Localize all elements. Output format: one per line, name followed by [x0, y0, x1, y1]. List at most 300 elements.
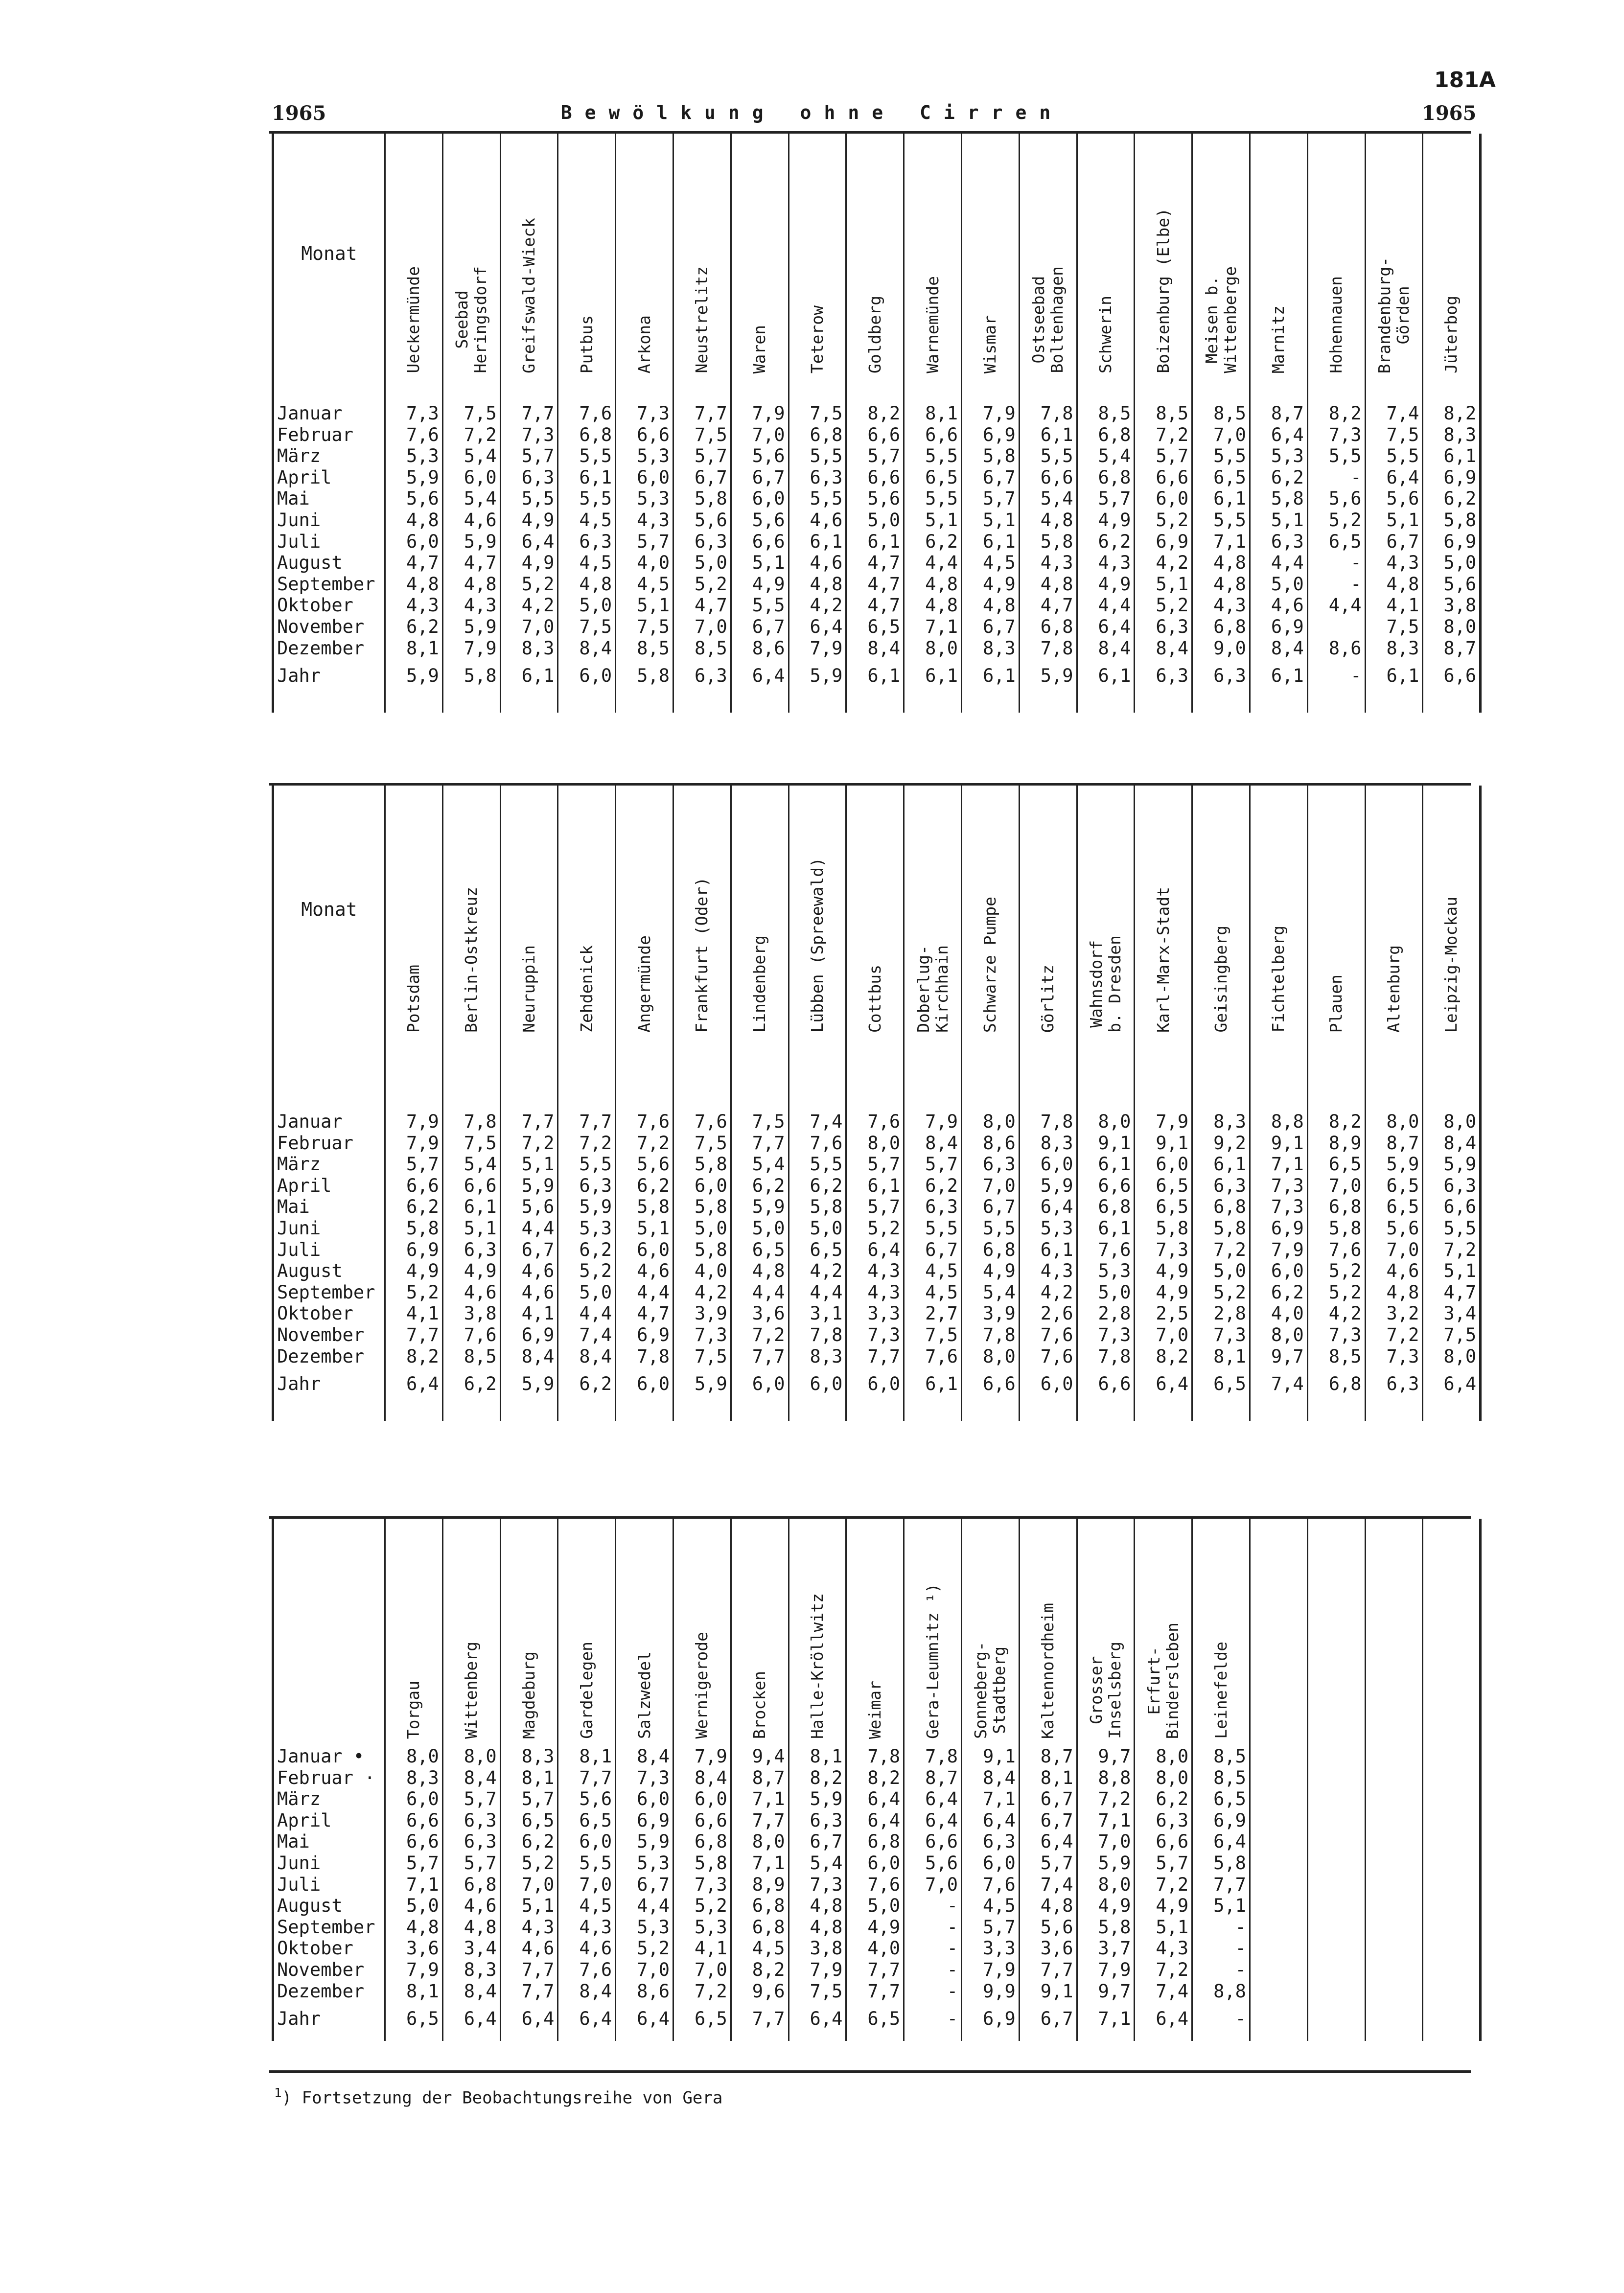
- cloud-value-cell: 5,5: [789, 445, 846, 467]
- station-name: Gardelegen: [577, 1642, 596, 1739]
- cloud-value-cell: 6,3: [1135, 616, 1192, 638]
- cloud-value-cell: 4,1: [500, 1303, 558, 1324]
- cloud-value-cell: 7,6: [385, 424, 443, 446]
- cloud-value-cell: 4,3: [1077, 552, 1135, 574]
- cloud-value-cell: 7,7: [846, 1959, 904, 1981]
- cloud-value-cell: 4,9: [731, 574, 789, 595]
- cloud-value-cell: [1307, 1917, 1365, 1938]
- cloud-value-cell: 7,5: [731, 1111, 789, 1133]
- spacer-row: [273, 2031, 1481, 2041]
- station-name: Salzwedel: [634, 1651, 654, 1739]
- month-label: September: [273, 1282, 385, 1303]
- table-row: [273, 1959, 1481, 1981]
- cloud-value-cell: 5,9: [442, 531, 500, 553]
- cloud-value-cell: 7,3: [1192, 1324, 1250, 1346]
- cloud-value-cell: 4,9: [961, 1260, 1019, 1282]
- cloud-value-cell: 6,1: [789, 531, 846, 553]
- annual-row: [273, 1367, 1481, 1396]
- cloud-value-cell: 8,2: [385, 1346, 443, 1367]
- cloud-value-cell: 5,9: [558, 1196, 616, 1218]
- cloud-value-cell: -: [904, 1917, 962, 1938]
- cloud-value-cell: 8,3: [385, 1767, 443, 1789]
- station-header: [500, 1519, 558, 1739]
- cloud-value-cell: 6,2: [789, 1175, 846, 1197]
- cloud-value-cell: [1423, 1917, 1481, 1938]
- month-label: September: [273, 574, 385, 595]
- month-label: Dezember: [273, 1981, 385, 2002]
- cloud-value-cell: 7,0: [1077, 1831, 1135, 1853]
- cloud-value-cell: 3,7: [1077, 1938, 1135, 1959]
- cloud-value-cell: 5,8: [1250, 488, 1307, 510]
- cloud-value-cell: 7,8: [789, 1324, 846, 1346]
- annual-value-cell: 6,0: [846, 1367, 904, 1396]
- cloud-value-cell: 6,8: [673, 1831, 731, 1853]
- month-column-header: Monat: [273, 134, 385, 373]
- page-title: Bewölkung ohne Cirren: [560, 102, 1064, 123]
- cloud-value-cell: 5,0: [846, 510, 904, 531]
- station-header: [385, 134, 443, 373]
- cloud-value-cell: 7,7: [731, 1810, 789, 1831]
- cloud-value-cell: 8,2: [1307, 1111, 1365, 1133]
- cloud-value-cell: 5,4: [1077, 445, 1135, 467]
- cloud-value-cell: 7,8: [442, 1111, 500, 1133]
- annual-value-cell: -: [1192, 2002, 1250, 2031]
- cloud-value-cell: 6,2: [904, 1175, 962, 1197]
- annual-value-cell: 6,1: [846, 659, 904, 688]
- cloud-value-cell: 6,0: [673, 1788, 731, 1810]
- station-name: Seebad Heringsdorf: [452, 266, 490, 373]
- cloud-value-cell: 4,7: [616, 1303, 673, 1324]
- cloud-value-cell: 8,5: [1077, 403, 1135, 424]
- cloud-value-cell: [1307, 1959, 1365, 1981]
- cloud-value-cell: 7,3: [789, 1874, 846, 1896]
- cloud-value-cell: 5,5: [558, 1154, 616, 1175]
- cloud-value-cell: 4,5: [558, 510, 616, 531]
- cloud-value-cell: 7,9: [961, 403, 1019, 424]
- month-label: Dezember: [273, 1346, 385, 1367]
- station-header: [846, 134, 904, 373]
- cloud-value-cell: 6,3: [442, 1239, 500, 1261]
- cloud-value-cell: 7,0: [616, 1959, 673, 1981]
- cloud-value-cell: 7,9: [385, 1959, 443, 1981]
- cloud-value-cell: 4,7: [1423, 1282, 1481, 1303]
- cloud-value-cell: 7,2: [442, 424, 500, 446]
- cloud-value-cell: 8,7: [1423, 638, 1481, 659]
- cloud-value-cell: 6,1: [1019, 1239, 1077, 1261]
- cloud-value-cell: 8,2: [846, 403, 904, 424]
- cloud-value-cell: 5,0: [673, 552, 731, 574]
- cloud-value-cell: 4,8: [904, 574, 962, 595]
- cloud-value-cell: [1365, 1959, 1423, 1981]
- station-header: [1019, 786, 1077, 1033]
- cloud-value-cell: 7,2: [1135, 1874, 1192, 1896]
- cloud-value-cell: 7,8: [1019, 403, 1077, 424]
- cloud-table-section-3: [272, 1519, 1482, 2041]
- cloud-value-cell: 6,6: [1423, 1196, 1481, 1218]
- cloud-value-cell: 5,0: [789, 1218, 846, 1239]
- cloud-value-cell: -: [1192, 1938, 1250, 1959]
- cloud-value-cell: 5,3: [385, 445, 443, 467]
- table-row: [273, 1154, 1481, 1175]
- cloud-value-cell: [1365, 1788, 1423, 1810]
- station-name: Angermünde: [634, 935, 654, 1033]
- cloud-value-cell: 4,1: [673, 1938, 731, 1959]
- station-name: Teterow: [807, 305, 827, 373]
- cloud-value-cell: 2,7: [904, 1303, 962, 1324]
- cloud-value-cell: 7,5: [673, 1133, 731, 1154]
- cloud-value-cell: 7,6: [1019, 1346, 1077, 1367]
- cloud-value-cell: 7,9: [442, 638, 500, 659]
- cloud-value-cell: 7,3: [1077, 1324, 1135, 1346]
- cloud-value-cell: 4,3: [1192, 595, 1250, 616]
- cloud-value-cell: [1307, 1938, 1365, 1959]
- cloud-value-cell: 6,8: [731, 1917, 789, 1938]
- cloud-value-cell: 4,9: [961, 574, 1019, 595]
- cloud-value-cell: 6,6: [846, 467, 904, 488]
- station-header: [904, 1519, 962, 1739]
- cloud-value-cell: 4,7: [673, 595, 731, 616]
- cloud-value-cell: [1423, 1788, 1481, 1810]
- cloud-value-cell: 6,0: [731, 488, 789, 510]
- cloud-value-cell: 4,4: [1307, 595, 1365, 616]
- cloud-value-cell: 8,9: [1307, 1133, 1365, 1154]
- cloud-value-cell: 7,6: [846, 1874, 904, 1896]
- cloud-value-cell: 6,2: [500, 1831, 558, 1853]
- cloud-value-cell: 7,2: [500, 1133, 558, 1154]
- station-name: Doberlug- Kirchhain: [913, 945, 951, 1033]
- cloud-value-cell: 5,9: [442, 616, 500, 638]
- station-name: Torgau: [404, 1680, 423, 1739]
- cloud-value-cell: 8,3: [961, 638, 1019, 659]
- cloud-value-cell: 8,1: [385, 638, 443, 659]
- cloud-value-cell: 7,3: [1307, 424, 1365, 446]
- cloud-value-cell: 5,2: [1307, 510, 1365, 531]
- cloud-value-cell: 7,8: [1019, 1111, 1077, 1133]
- cloud-value-cell: [1250, 1874, 1307, 1896]
- cloud-value-cell: 8,4: [1077, 638, 1135, 659]
- cloud-value-cell: [1250, 1810, 1307, 1831]
- station-header: [961, 134, 1019, 373]
- cloud-value-cell: 8,6: [616, 1981, 673, 2002]
- cloud-value-cell: 6,3: [789, 467, 846, 488]
- cloud-value-cell: 4,5: [558, 552, 616, 574]
- cloud-value-cell: 7,3: [1250, 1175, 1307, 1197]
- cloud-value-cell: 6,4: [500, 531, 558, 553]
- cloud-value-cell: 8,4: [442, 1981, 500, 2002]
- cloud-value-cell: 6,0: [846, 1853, 904, 1874]
- table-row: [273, 1111, 1481, 1133]
- station-name: Weimar: [865, 1680, 884, 1739]
- cloud-value-cell: 4,8: [442, 574, 500, 595]
- cloud-value-cell: 6,0: [558, 1831, 616, 1853]
- cloud-value-cell: 8,1: [789, 1746, 846, 1767]
- cloud-value-cell: 5,7: [1077, 488, 1135, 510]
- cloud-value-cell: 4,9: [1077, 1895, 1135, 1917]
- cloud-value-cell: 5,3: [1077, 1260, 1135, 1282]
- station-header: [1307, 1519, 1365, 1739]
- table-row: [273, 616, 1481, 638]
- cloud-value-cell: 5,8: [673, 1154, 731, 1175]
- cloud-value-cell: 8,8: [1192, 1981, 1250, 2002]
- station-header: [385, 1519, 443, 1739]
- cloud-value-cell: [1250, 1746, 1307, 1767]
- cloud-value-cell: 5,8: [1307, 1218, 1365, 1239]
- cloud-value-cell: 8,6: [731, 638, 789, 659]
- station-name: Ueckermünde: [404, 266, 423, 373]
- cloud-value-cell: 9,1: [1135, 1133, 1192, 1154]
- cloud-value-cell: 7,9: [731, 403, 789, 424]
- cloud-value-cell: 4,8: [1365, 1282, 1423, 1303]
- cloud-value-cell: 6,2: [1250, 467, 1307, 488]
- cloud-value-cell: 7,2: [1135, 424, 1192, 446]
- table-row: [273, 1810, 1481, 1831]
- header-year-left: 1965: [272, 102, 326, 125]
- table-row: [273, 445, 1481, 467]
- cloud-value-cell: 7,6: [1077, 1239, 1135, 1261]
- station-header: [673, 134, 731, 373]
- cloud-value-cell: 8,2: [789, 1767, 846, 1789]
- cloud-value-cell: 8,3: [442, 1959, 500, 1981]
- cloud-value-cell: 6,6: [673, 1810, 731, 1831]
- cloud-value-cell: -: [1307, 552, 1365, 574]
- cloud-value-cell: 6,9: [1192, 1810, 1250, 1831]
- annual-value-cell: -: [1307, 659, 1365, 688]
- month-label: April: [273, 467, 385, 488]
- cloud-value-cell: 2,6: [1019, 1303, 1077, 1324]
- annual-value-cell: 6,9: [961, 2002, 1019, 2031]
- cloud-value-cell: -: [904, 1981, 962, 2002]
- table-row: [273, 403, 1481, 424]
- station-header: [442, 786, 500, 1033]
- cloud-value-cell: 7,6: [673, 1111, 731, 1133]
- month-label: April: [273, 1175, 385, 1197]
- cloud-value-cell: 4,6: [558, 1938, 616, 1959]
- month-label: August: [273, 1895, 385, 1917]
- cloud-value-cell: 6,3: [442, 1810, 500, 1831]
- cloud-value-cell: [1365, 1895, 1423, 1917]
- cloud-value-cell: 6,1: [846, 531, 904, 553]
- station-header: [1423, 786, 1481, 1033]
- station-name: Wittenberg: [462, 1642, 481, 1739]
- annual-value-cell: 6,5: [385, 2002, 443, 2031]
- cloud-value-cell: 9,0: [1192, 638, 1250, 659]
- cloud-value-cell: 5,6: [1423, 574, 1481, 595]
- cloud-value-cell: 6,6: [904, 424, 962, 446]
- cloud-value-cell: 5,2: [673, 1895, 731, 1917]
- cloud-value-cell: 7,8: [1077, 1346, 1135, 1367]
- cloud-value-cell: 6,8: [442, 1874, 500, 1896]
- cloud-value-cell: 4,2: [1019, 1282, 1077, 1303]
- cloud-value-cell: 5,0: [1192, 1260, 1250, 1282]
- cloud-value-cell: 6,5: [1365, 1196, 1423, 1218]
- cloud-value-cell: 4,3: [500, 1917, 558, 1938]
- cloud-value-cell: 8,4: [558, 638, 616, 659]
- table-row: [273, 1831, 1481, 1853]
- cloud-value-cell: 6,7: [1019, 1810, 1077, 1831]
- station-header: [731, 1519, 789, 1739]
- cloud-value-cell: 8,2: [846, 1767, 904, 1789]
- cloud-value-cell: 5,3: [616, 1853, 673, 1874]
- station-header: [673, 786, 731, 1033]
- cloud-value-cell: 8,4: [846, 638, 904, 659]
- cloud-value-cell: 6,5: [846, 616, 904, 638]
- cloud-value-cell: 4,9: [385, 1260, 443, 1282]
- month-label: Mai: [273, 488, 385, 510]
- cloud-value-cell: 6,5: [1307, 531, 1365, 553]
- cloud-value-cell: 3,8: [1423, 595, 1481, 616]
- station-name: Leinefelde: [1211, 1642, 1230, 1739]
- cloud-value-cell: 8,7: [1365, 1133, 1423, 1154]
- annual-row: [273, 659, 1481, 688]
- table-row: [273, 1218, 1481, 1239]
- station-name: Berlin-Ostkreuz: [462, 886, 481, 1033]
- cloud-value-cell: 4,8: [385, 510, 443, 531]
- cloud-value-cell: 7,4: [1135, 1981, 1192, 2002]
- cloud-value-cell: 4,8: [385, 1917, 443, 1938]
- cloud-value-cell: 5,0: [558, 595, 616, 616]
- cloud-value-cell: 6,1: [1192, 1154, 1250, 1175]
- cloud-value-cell: 4,4: [616, 1895, 673, 1917]
- cloud-value-cell: 5,2: [500, 574, 558, 595]
- station-name: Karl-Marx-Stadt: [1153, 886, 1173, 1033]
- station-name: Goldberg: [865, 296, 884, 373]
- station-header: [558, 134, 616, 373]
- annual-value-cell: 6,1: [1250, 659, 1307, 688]
- cloud-value-cell: 5,5: [1019, 445, 1077, 467]
- station-name: Greifswald-Wieck: [519, 218, 538, 373]
- cloud-value-cell: 5,5: [789, 488, 846, 510]
- station-header: [500, 134, 558, 373]
- cloud-value-cell: 4,7: [385, 552, 443, 574]
- cloud-value-cell: 5,1: [904, 510, 962, 531]
- cloud-value-cell: 7,6: [558, 1959, 616, 1981]
- station-header: [616, 786, 673, 1033]
- station-header: [731, 134, 789, 373]
- cloud-value-cell: 7,6: [1019, 1324, 1077, 1346]
- cloud-value-cell: 6,4: [1250, 424, 1307, 446]
- cloud-value-cell: [1423, 1810, 1481, 1831]
- annual-value-cell: 6,4: [558, 2002, 616, 2031]
- annual-value-cell: 6,4: [1423, 1367, 1481, 1396]
- cloud-value-cell: 6,7: [789, 1831, 846, 1853]
- station-name: Arkona: [634, 315, 654, 373]
- cloud-value-cell: 5,1: [961, 510, 1019, 531]
- month-label: Juli: [273, 531, 385, 553]
- cloud-value-cell: 5,9: [789, 1788, 846, 1810]
- cloud-value-cell: 6,8: [1307, 1196, 1365, 1218]
- cloud-value-cell: 5,4: [961, 1282, 1019, 1303]
- cloud-value-cell: 7,6: [558, 403, 616, 424]
- page-number: 181A: [1434, 68, 1496, 93]
- cloud-value-cell: 8,1: [500, 1767, 558, 1789]
- cloud-value-cell: 6,6: [385, 1831, 443, 1853]
- station-header: [442, 134, 500, 373]
- cloud-value-cell: 7,6: [789, 1133, 846, 1154]
- cloud-value-cell: 6,0: [1135, 488, 1192, 510]
- cloud-value-cell: 5,0: [1423, 552, 1481, 574]
- cloud-value-cell: 4,8: [904, 595, 962, 616]
- cloud-value-cell: 7,9: [1250, 1239, 1307, 1261]
- annual-value-cell: 6,0: [616, 1367, 673, 1396]
- cloud-value-cell: 8,3: [500, 1746, 558, 1767]
- cloud-value-cell: 5,9: [385, 467, 443, 488]
- cloud-value-cell: 5,6: [1365, 488, 1423, 510]
- cloud-value-cell: 8,0: [1135, 1767, 1192, 1789]
- cloud-value-cell: 4,4: [731, 1282, 789, 1303]
- station-name: Gera-Leumnitz ¹): [923, 1583, 942, 1739]
- cloud-value-cell: 7,3: [1135, 1239, 1192, 1261]
- station-header: [1250, 1519, 1307, 1739]
- cloud-value-cell: 5,6: [673, 510, 731, 531]
- cloud-value-cell: 7,0: [1365, 1239, 1423, 1261]
- cloud-value-cell: 7,6: [1307, 1239, 1365, 1261]
- cloud-value-cell: 8,1: [1192, 1346, 1250, 1367]
- cloud-value-cell: 5,7: [961, 1917, 1019, 1938]
- cloud-value-cell: 4,3: [846, 1282, 904, 1303]
- cloud-value-cell: 5,4: [731, 1154, 789, 1175]
- cloud-value-cell: 6,3: [1192, 1175, 1250, 1197]
- station-header: [1307, 786, 1365, 1033]
- footnote-mark: 1: [274, 2086, 282, 2101]
- cloud-value-cell: 8,8: [1077, 1767, 1135, 1789]
- cloud-value-cell: 6,3: [673, 531, 731, 553]
- month-label: April: [273, 1810, 385, 1831]
- cloud-value-cell: 8,0: [961, 1346, 1019, 1367]
- cloud-value-cell: 6,9: [1250, 616, 1307, 638]
- cloud-value-cell: 4,4: [500, 1218, 558, 1239]
- cloud-value-cell: [1365, 1938, 1423, 1959]
- cloud-value-cell: 4,8: [731, 1260, 789, 1282]
- cloud-value-cell: 4,5: [961, 1895, 1019, 1917]
- cloud-value-cell: 6,0: [1019, 1154, 1077, 1175]
- cloud-value-cell: 6,3: [558, 1175, 616, 1197]
- cloud-value-cell: 7,5: [904, 1324, 962, 1346]
- cloud-value-cell: 7,7: [731, 1346, 789, 1367]
- station-name: Schwarze Pumpe: [980, 896, 1000, 1033]
- month-label: Mai: [273, 1831, 385, 1853]
- cloud-value-cell: 2,5: [1135, 1303, 1192, 1324]
- table-row: [273, 1767, 1481, 1789]
- cloud-value-cell: 7,1: [1192, 531, 1250, 553]
- cloud-value-cell: 9,6: [731, 1981, 789, 2002]
- cloud-value-cell: 6,7: [616, 1874, 673, 1896]
- cloud-value-cell: 8,4: [904, 1133, 962, 1154]
- cloud-value-cell: 5,9: [1019, 1175, 1077, 1197]
- cloud-value-cell: 5,7: [673, 445, 731, 467]
- annual-value-cell: 5,9: [385, 659, 443, 688]
- cloud-value-cell: 8,2: [1307, 403, 1365, 424]
- cloud-value-cell: 9,9: [961, 1981, 1019, 2002]
- annual-value-cell: 6,1: [1365, 659, 1423, 688]
- month-label: November: [273, 1324, 385, 1346]
- cloud-table-section-2: [272, 786, 1482, 1421]
- annual-value-cell: 6,3: [1192, 659, 1250, 688]
- annual-value-cell: 6,5: [673, 2002, 731, 2031]
- cloud-value-cell: 6,4: [846, 1788, 904, 1810]
- cloud-value-cell: 6,6: [385, 1175, 443, 1197]
- cloud-value-cell: 6,4: [1019, 1831, 1077, 1853]
- cloud-value-cell: 5,9: [500, 1175, 558, 1197]
- station-name: Neuruppin: [519, 945, 538, 1033]
- cloud-value-cell: 7,2: [1365, 1324, 1423, 1346]
- cloud-value-cell: 7,7: [500, 403, 558, 424]
- cloud-value-cell: 8,0: [731, 1831, 789, 1853]
- cloud-value-cell: 5,9: [731, 1196, 789, 1218]
- station-name: Brocken: [750, 1670, 769, 1739]
- cloud-value-cell: 8,1: [385, 1981, 443, 2002]
- cloud-value-cell: 6,8: [789, 424, 846, 446]
- station-header: [1192, 1519, 1250, 1739]
